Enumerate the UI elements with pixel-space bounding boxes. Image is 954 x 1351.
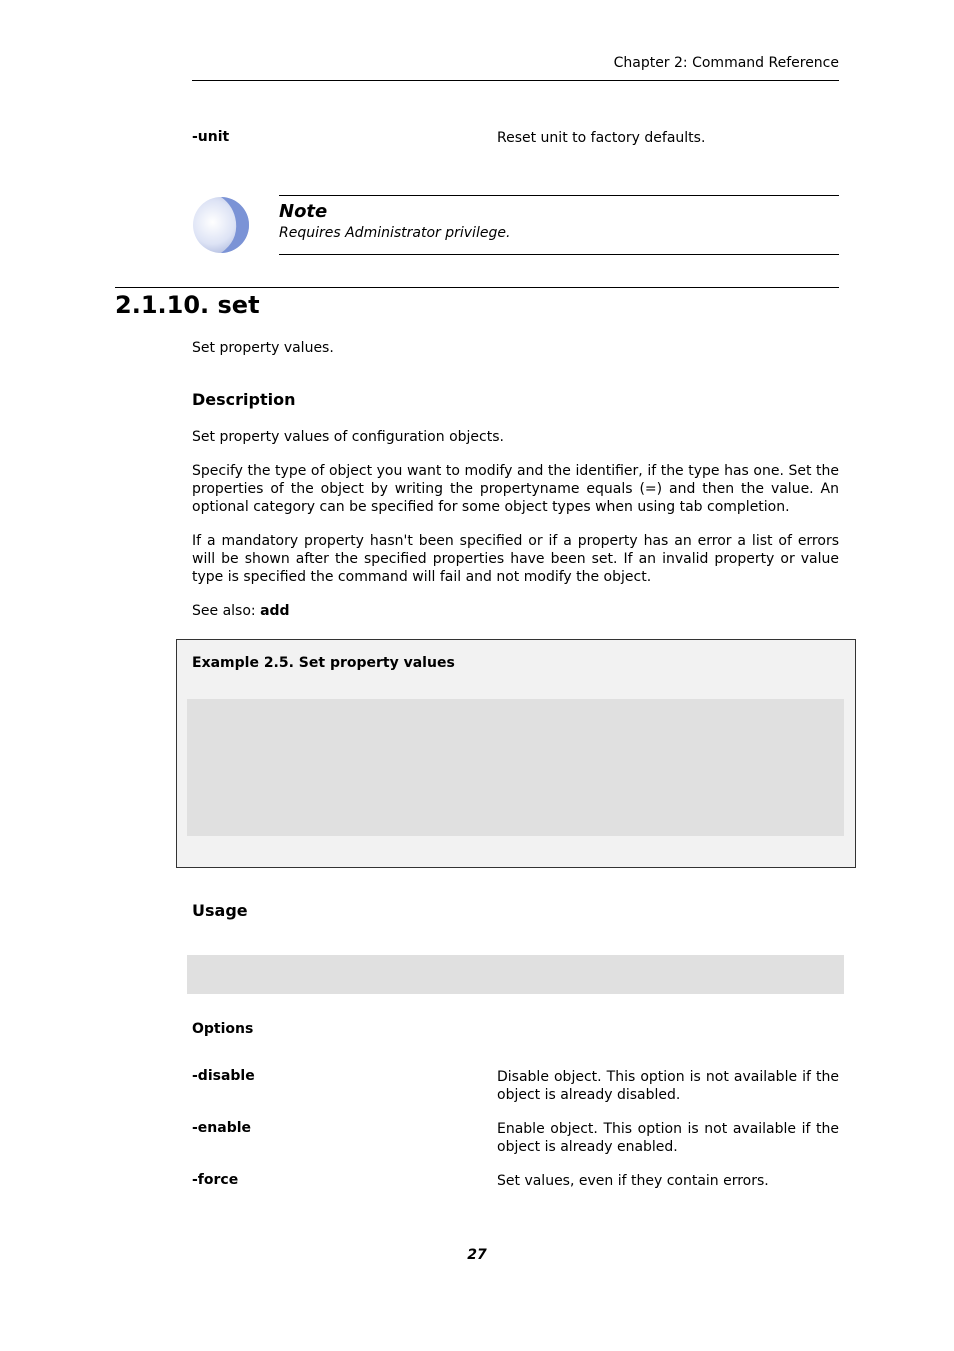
see-also — [192, 602, 839, 620]
section-summary: Set property values. — [192, 340, 334, 356]
header-divider — [192, 80, 839, 81]
option-desc-disable: Disable object. This option is not available if the object is already disabled. — [497, 1069, 839, 1103]
section-divider — [115, 287, 839, 288]
option-desc-unit: Reset unit to factory defaults. — [497, 130, 706, 146]
description-paragraph-3: If a mandatory property hasn't been specified or if a property has an error a list of errors will be shown after the specified properties have been set. If an invalid property or value type is specified the command will fail and not modify the object. — [192, 533, 839, 585]
usage-code-block — [187, 955, 844, 994]
description-heading: Description — [192, 390, 296, 409]
note-bottom-rule — [279, 254, 839, 255]
see-also-link-add[interactable]: add — [260, 603, 290, 619]
note-icon — [192, 196, 252, 256]
options-heading: Options — [192, 1021, 254, 1037]
option-term-disable: -disable — [192, 1068, 255, 1084]
option-term-force: -force — [192, 1172, 239, 1188]
option-desc-force: Set values, even if they contain errors. — [497, 1173, 769, 1189]
note-title: Note — [279, 201, 328, 222]
see-also-label: See also: — [192, 603, 256, 619]
option-term-enable: -enable — [192, 1120, 252, 1136]
description-paragraph-1: Set property values of configuration objects. — [192, 429, 504, 445]
example-title: Example 2.5. Set property values — [192, 655, 455, 671]
example-code-block — [187, 699, 844, 836]
section-title: 2.1.10. set — [115, 291, 260, 319]
note-text: Requires Administrator privilege. — [279, 225, 511, 241]
option-term-unit: -unit — [192, 129, 230, 145]
running-header: Chapter 2: Command Reference — [613, 55, 839, 71]
page-number: 27 — [467, 1247, 487, 1263]
option-desc-enable: Enable object. This option is not available if the object is already enabled. — [497, 1121, 839, 1155]
note-top-rule — [279, 195, 839, 196]
usage-heading: Usage — [192, 901, 248, 920]
description-paragraph-2: Specify the type of object you want to modify and the identifier, if the type has one. Set the properties of the object by writing the propertyname equals (=) and then the value. An optional category can be specified for some object types when using tab completion. — [192, 463, 839, 515]
